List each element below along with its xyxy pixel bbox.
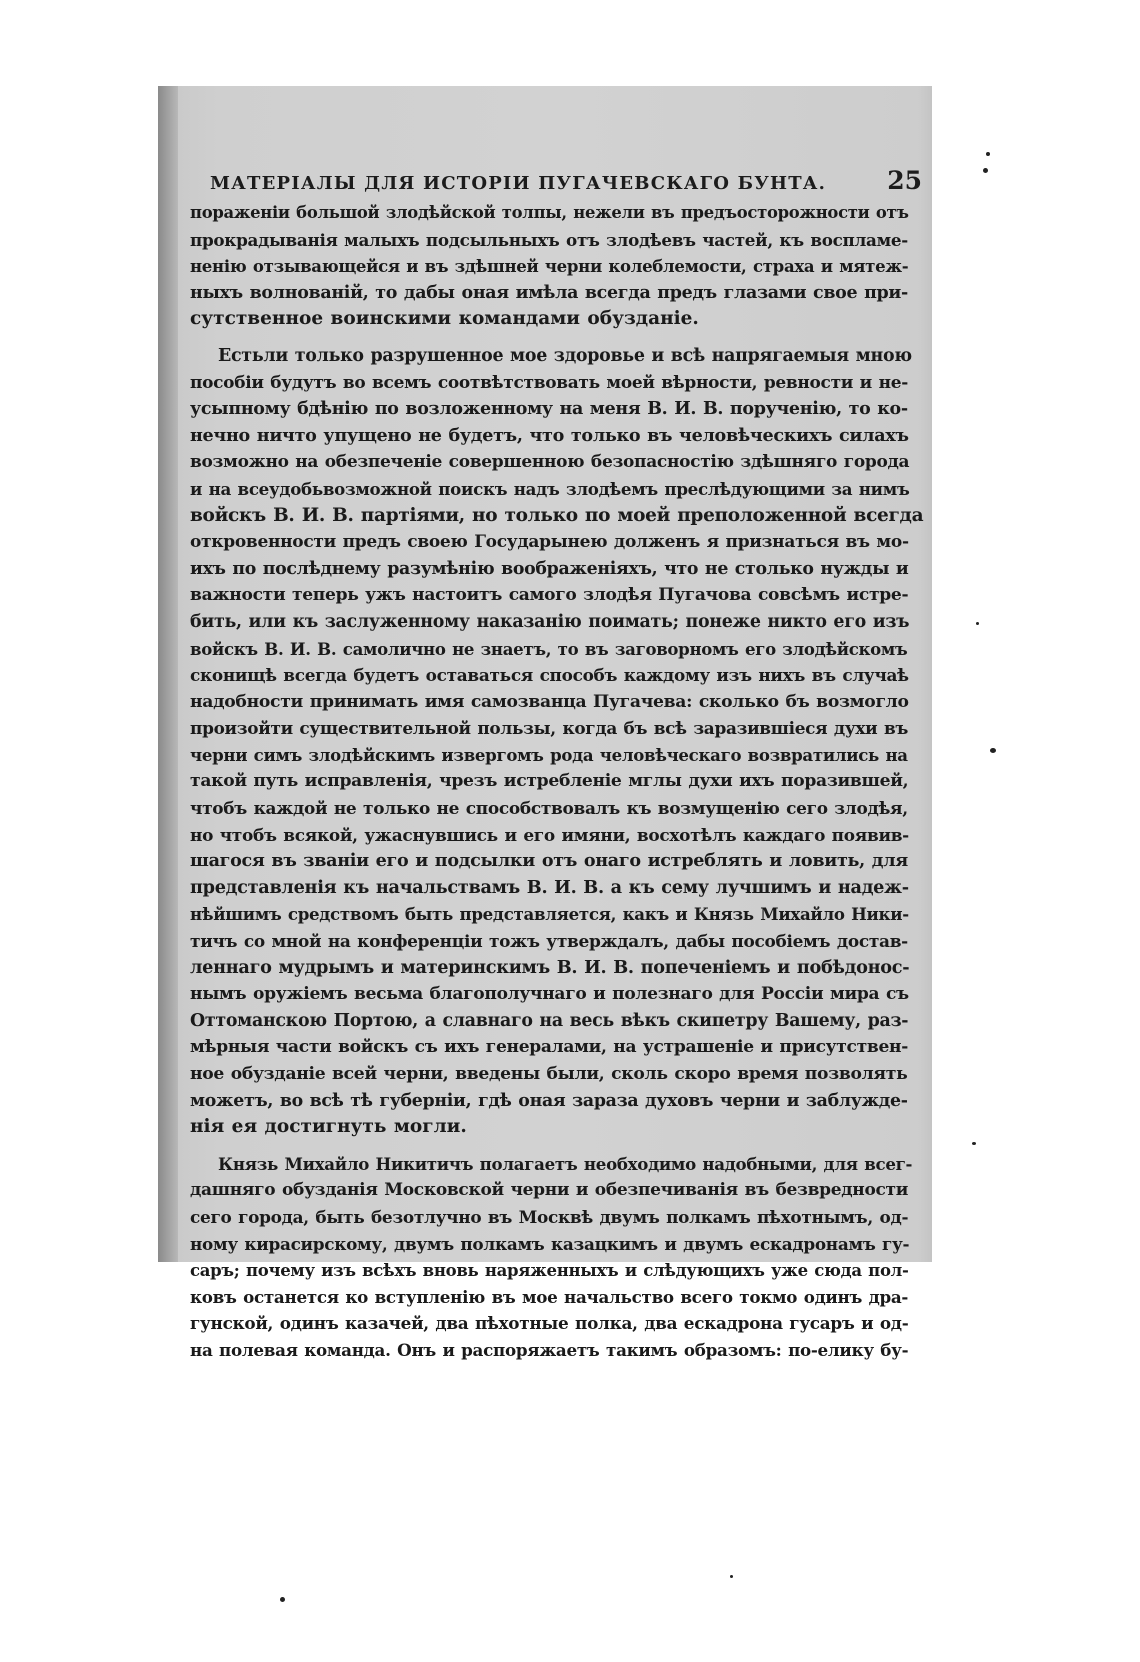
text-line: такой путь исправленія, чрезъ истребленіе мглы духи ихъ поразившей, bbox=[190, 771, 909, 792]
text-line: сконищѣ всегда будетъ оставаться способъ каждому изъ нихъ въ случаѣ bbox=[190, 665, 909, 686]
scan-speck bbox=[986, 152, 990, 156]
text-line: произойти существительной пользы, когда бъ всѣ заразившіеся духи въ bbox=[190, 718, 909, 739]
text-line: ковъ останется ко вступленію въ мое начальство всего токмо одинъ дра- bbox=[190, 1286, 909, 1307]
text-line: сутственное воинскими командами обузданіе. bbox=[190, 308, 699, 330]
text-line: Оттоманскою Портою, а славнаго на весь вѣкъ скипетру Вашему, раз- bbox=[190, 1010, 909, 1031]
text-line: гунской, одинъ казачей, два пѣхотные полка, два ескадрона гусаръ и од- bbox=[190, 1313, 909, 1334]
text-line: но чтобъ всякой, ужаснувшись и его имяни, восхотѣлъ каждаго появив- bbox=[190, 824, 909, 845]
text-line: пораженіи большой злодѣйской толпы, нежели въ предъосторожности отъ bbox=[190, 203, 909, 222]
text-line: и на всеудобьвозможной поискъ надъ злодѣемъ преслѣдующими за нимъ bbox=[190, 478, 910, 499]
text-line: ное обузданіе всей черни, введены были, сколь скоро время позволять bbox=[190, 1064, 908, 1084]
text-line: ныхъ волнованій, то дабы оная имѣла всегда предъ глазами свое при- bbox=[190, 282, 908, 303]
text-line: дашняго обузданія Московской черни и обезпечиванія въ безвредности bbox=[190, 1180, 909, 1201]
scan-speck bbox=[730, 1575, 733, 1578]
paragraph-2 bbox=[190, 343, 928, 1141]
page-header bbox=[190, 166, 928, 200]
text-line: возможно на обезпеченіе совершенною безопасностію здѣшняго города bbox=[190, 452, 910, 473]
text-line: нечно ничто упущено не будетъ, что только въ человѣческихъ силахъ bbox=[190, 425, 909, 446]
paragraph-1 bbox=[190, 200, 928, 333]
running-title: МАТЕРІАЛЫ ДЛЯ ИСТОРІИ ПУГАЧЕВСКАГО БУНТА. bbox=[210, 173, 827, 194]
text-line: саръ; почему изъ всѣхъ вновь наряженныхъ и слѣдующихъ уже сюда пол- bbox=[190, 1260, 909, 1281]
text-line: тичъ со мной на конференціи тожъ утверждалъ, дабы пособіемъ достав- bbox=[190, 931, 908, 952]
text-line: на полевая команда. Онъ и распоряжаетъ такимъ образомъ: по-елику бу- bbox=[190, 1339, 909, 1360]
text-line: черни симъ злодѣйскимъ извергомъ рода человѣческаго возвратились на bbox=[190, 744, 908, 765]
text-line: чтобъ каждой не только не способствовалъ къ возмущенію сего злодѣя, bbox=[190, 798, 908, 819]
text-line: шагося въ званіи его и подсылки отъ онаго истреблять и ловить, для bbox=[190, 851, 908, 872]
page-number: 25 bbox=[887, 166, 922, 195]
text-line: ихъ по послѣднему разумѣнію воображеніяхъ, что не столько нужды и bbox=[190, 558, 909, 579]
scanned-page-edge bbox=[158, 86, 178, 1262]
text-line: усыпному бдѣнію по возложенному на меня В. И. В. порученію, то ко- bbox=[190, 399, 908, 420]
text-line: бить, или къ заслуженному наказанію поимать; понеже никто его изъ bbox=[190, 611, 910, 632]
scan-speck bbox=[990, 748, 996, 753]
scan-speck bbox=[280, 1597, 285, 1602]
text-line: нымъ оружіемъ весьма благополучнаго и полезнаго для Россіи мира съ bbox=[190, 984, 909, 1005]
scan-speck bbox=[972, 1142, 976, 1145]
text-line: важности теперь ужъ настоитъ самого злодѣя Пугачова совсѣмъ истре- bbox=[190, 585, 909, 606]
text-line: надобности принимать имя самозванца Пугачева: сколько бъ возмогло bbox=[190, 691, 909, 712]
text-line: нѣйшимъ средствомъ быть представляется, какъ и Князь Михайло Ники- bbox=[190, 904, 909, 925]
text-line: ненію отзывающейся и въ здѣшней черни колеблемости, страха и мятеж- bbox=[190, 256, 909, 277]
text-line: представленія къ начальствамъ В. И. В. а къ сему лучшимъ и надеж- bbox=[190, 876, 909, 898]
text-line: Князь Михайло Никитичъ полагаетъ необходимо надобными, для всег- bbox=[218, 1153, 913, 1174]
text-line: ному кирасирскому, двумъ полкамъ казацкимъ и двумъ ескадронамъ гу- bbox=[190, 1233, 910, 1254]
text-line: можетъ, во всѣ тѣ губерніи, гдѣ оная зараза духовъ черни и заблужде- bbox=[190, 1090, 908, 1111]
scan-speck bbox=[983, 168, 988, 173]
text-line: пособіи будутъ во всемъ соотвѣтствовать моей вѣрности, ревности и не- bbox=[190, 372, 908, 393]
text-line: леннаго мудрымъ и материнскимъ В. И. В. попеченіемъ и побѣдонос- bbox=[190, 956, 910, 978]
text-line: мѣрныя части войскъ съ ихъ генералами, на устрашеніе и присутствен- bbox=[190, 1037, 908, 1058]
text-line: прокрадыванія малыхъ подсыльныхъ отъ злодѣевъ частей, къ воспламе- bbox=[190, 229, 908, 250]
text-line: войскъ В. И. В. самолично не знаетъ, то въ заговорномъ его злодѣйскомъ bbox=[190, 638, 908, 659]
text-line: Естьли только разрушенное мое здоровье и всѣ напрягаемыя мною bbox=[218, 345, 912, 366]
text-line: откровенности предъ своею Государынею долженъ я признаться въ мо- bbox=[190, 532, 909, 553]
text-line: сего города, быть безотлучно въ Москвѣ двумъ полкамъ пѣхотнымъ, од- bbox=[190, 1206, 909, 1227]
scan-speck bbox=[976, 622, 979, 625]
text-line: войскъ В. И. В. партіями, но только по моей преположенной всегда bbox=[190, 504, 924, 526]
text-line: нія ея достигнуть могли. bbox=[190, 1116, 467, 1138]
paragraph-3 bbox=[190, 1151, 928, 1364]
book-page bbox=[190, 166, 928, 1364]
